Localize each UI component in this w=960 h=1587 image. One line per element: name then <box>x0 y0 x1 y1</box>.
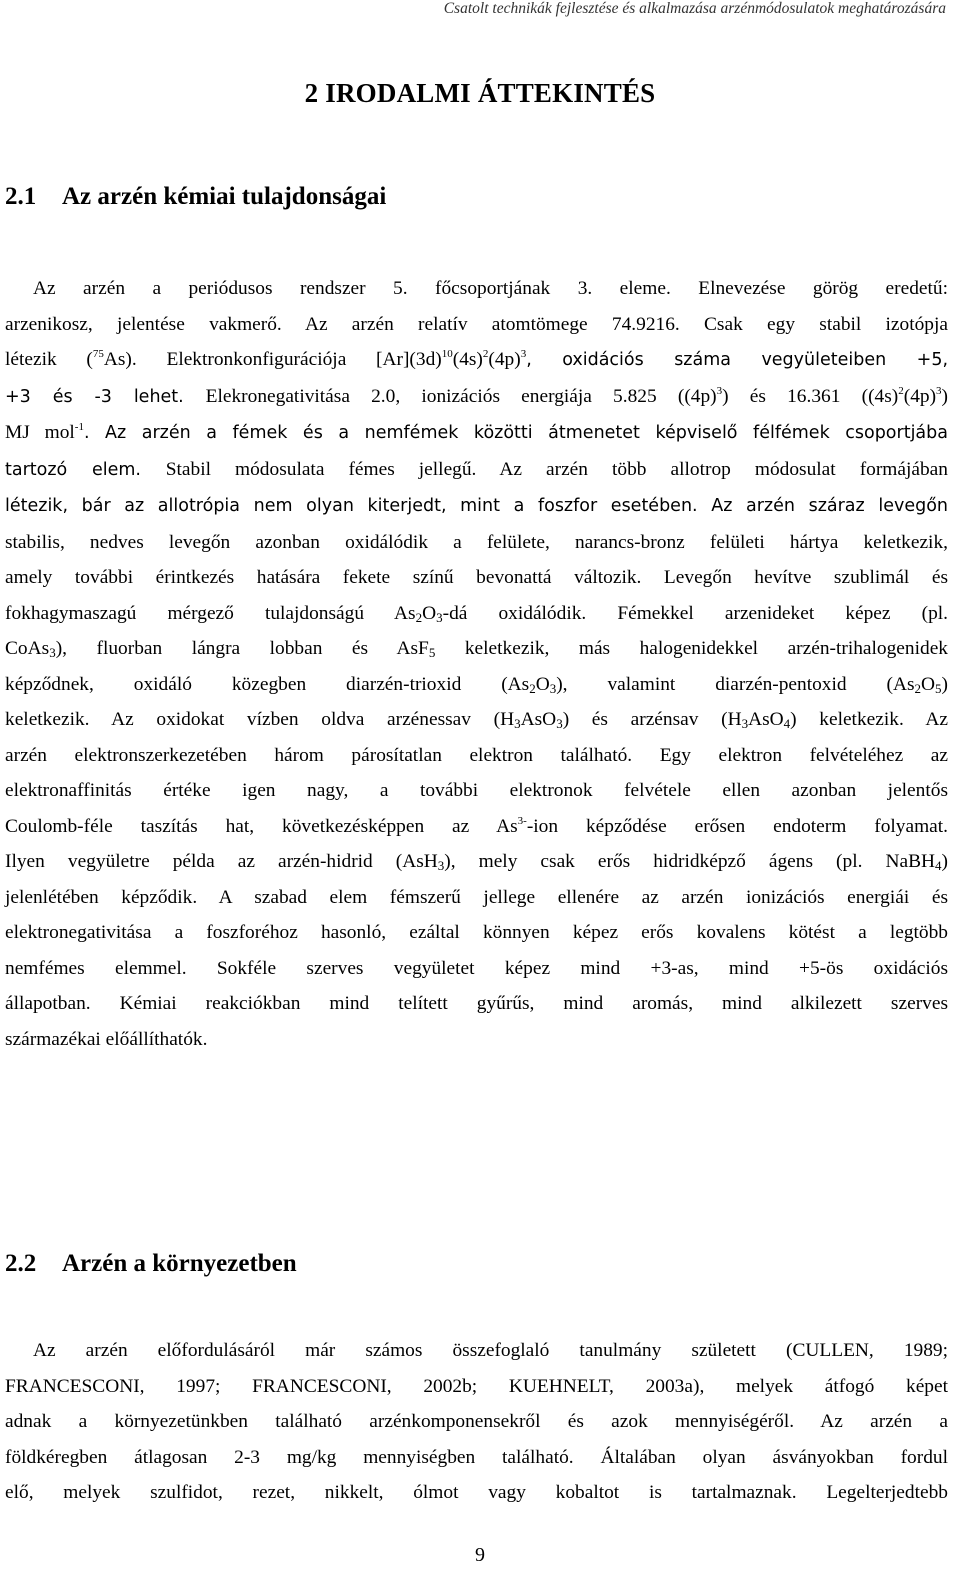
text-line: amely további érintkezés hatására fekete színű bevonattá változik. Levegőn hevítve szublimál és <box>5 567 948 588</box>
text-line: stabilis, nedves levegőn azonban oxidálódik a felülete, narancs-bronz felületi hártya keletkezik, <box>5 531 948 553</box>
text-line: CoAs$_3$), fluorban lángra lobban és AsF$_5$ keletkezik, más halogenidekkel arzén-trihalogenidek <box>5 638 948 660</box>
section-title: Az arzén kémiai tulajdonságai <box>62 183 387 210</box>
text-line: nemfémes elemmel. Sokféle szerves vegyületet képez mind +3-as, mind +5-ös oxidációs <box>5 957 948 979</box>
text-line: +3 és -3 lehet. Elekronegativitása 2.0, ionizációs energiája 5.825 $((4p)^3)$ és 16.361 $((4s)^2(4p)^3)$ <box>5 384 949 407</box>
text-line: adnak a környezetünkben található arzénkomponensekről és azok mennyiségéről. Az arzén a <box>5 1411 948 1432</box>
text-line: elektronaffinitás értéke igen nagy, a további elektronok felvétele ellen azonban jelentős <box>5 780 948 801</box>
chapter-title: 2 IRODALMI ÁTTEKINTÉS <box>304 78 656 108</box>
text-line: Ilyen vegyületre példa az arzén-hidrid (AsH$_3$), mely csak erős hidridképző ágens (pl. NaBH$_4$) <box>5 851 948 873</box>
text-line: fokhagymaszagú mérgező tulajdonságú $As_2O_3-dá$ oxidálódik. Fémekkel arzenideket képez (pl. <box>5 602 948 625</box>
text-line: Coulomb-féle taszítás hat, következésképpen az $As^{3-}$-ion képződése erősen endoterm folyamat. <box>5 814 948 837</box>
text-line: létezik, bár az allotrópia nem olyan kiterjedt, mint a foszfor esetében. Az arzén száraz levegőn <box>5 496 948 516</box>
section-number: 2.2 <box>5 1250 37 1277</box>
text-line: jelenlétében képződik. A szabad elem fémszerű jellege ellenére az arzén ionizációs energiái és <box>5 886 948 908</box>
text-line: létezik ($^{75}$As). Elektronkonfigurációja $[Ar](3d)^{10}(4s)^2(4p)^3$, oxidációs száma vegyületeiben +5, <box>5 348 949 370</box>
text-line: Az arzén a periódusos rendszer 5. főcsoportjának 3. eleme. Elnevezése görög eredetű: <box>33 278 948 299</box>
text-line: arzén elektronszerkezetében három párosítatlan elektron található. Egy elektron felvételéhez az <box>5 744 948 766</box>
text-line: tartozó elem. Stabil módosulata fémes jellegű. Az arzén több allotrop módosulat formájában <box>5 458 948 480</box>
section-title: Arzén a környezetben <box>62 1250 297 1277</box>
text-line: állapotban. Kémiai reakciókban mind telített gyűrűs, mind aromás, mind alkilezett szerves <box>5 993 948 1014</box>
section-number: 2.1 <box>5 183 37 210</box>
paragraph-arsenic-environment <box>5 1333 948 1511</box>
text-line: származékai előállíthatók. <box>5 1028 208 1050</box>
text-line: arzenikosz, jelentése vakmerő. Az arzén relatív atomtömege 74.9216. Csak egy stabil izotópja <box>5 313 948 335</box>
section-heading-2-1 <box>5 183 386 211</box>
text-line: MJ mol$^{-1}$. Az arzén a fémek és a nemfémek közötti átmenetet képviselő félfémek csoportjába <box>5 421 948 443</box>
text-line: elő, melyek szulfidot, rezet, nikkelt, ólmot vagy kobaltot is tartalmaznak. Legelterjedtebb <box>5 1482 948 1503</box>
text-line: földkéregben átlagosan 2-3 mg/kg mennyiségben található. Általában olyan ásványokban fordul <box>5 1446 948 1468</box>
text-line: Az arzén előfordulásáról már számos összefoglaló tanulmány született (CULLEN, 1989; <box>33 1340 948 1361</box>
section-heading-2-2 <box>5 1250 297 1278</box>
running-header: Csatolt technikák fejlesztése és alkalmazása arzénmódosulatok meghatározására <box>443 0 946 17</box>
text-line: keletkezik. Az oxidokat vízben oldva arzénessav $(H_3AsO_3)$ és arzénsav $(H_3AsO_4)$ keletkezik. Az <box>5 709 948 731</box>
text-line: képződnek, oxidáló közegben diarzén-trioxid $(As_2O_3)$, valamint diarzén-pentoxid $(As_2O_5)$ <box>5 673 948 696</box>
text-line: elektronegativitása a foszforéhoz hasonló, ezáltal könnyen képez erős kovalens kötést a legtöbb <box>5 922 948 943</box>
page-number: 9 <box>475 1544 485 1566</box>
text-line: FRANCESCONI, 1997; FRANCESCONI, 2002b; KUEHNELT, 2003a), melyek átfogó képet <box>5 1375 948 1397</box>
paragraph-arsenic-chemistry <box>5 271 948 1057</box>
